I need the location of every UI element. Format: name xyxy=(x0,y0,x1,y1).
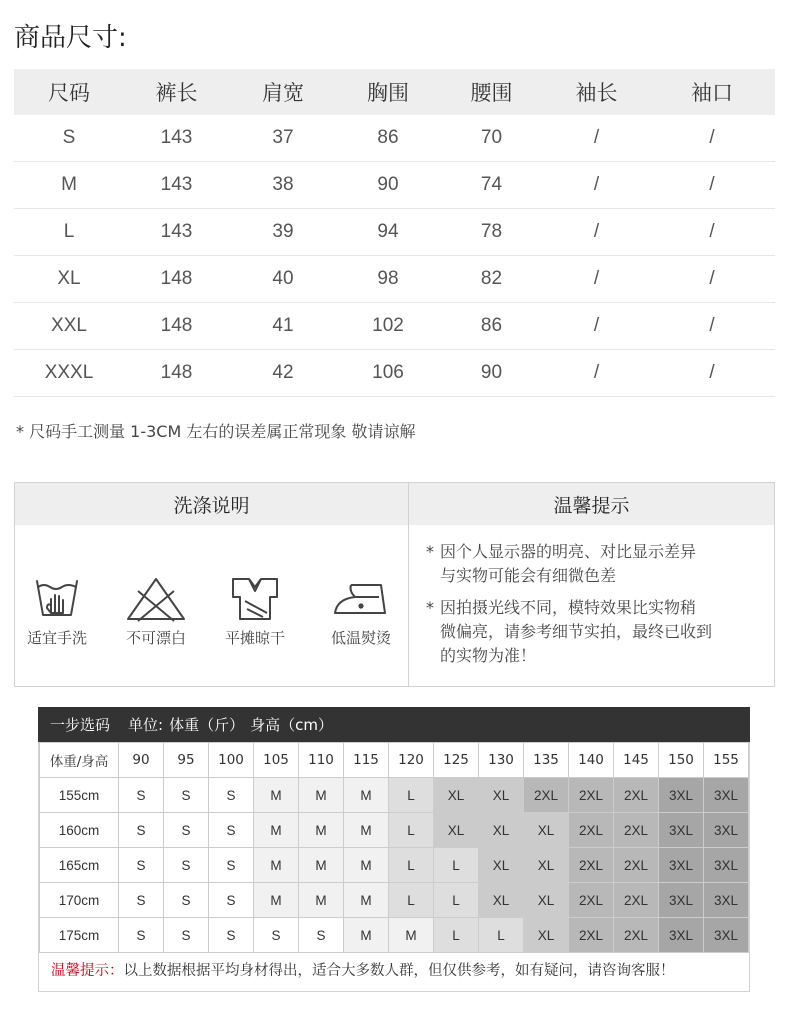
washing-instructions-title: 洗涤说明 xyxy=(15,483,408,525)
tips-title: 温馨提示 xyxy=(409,483,774,525)
header-cell: 袖长 xyxy=(575,81,618,105)
size-recommendation-cell: 2XL xyxy=(614,918,659,953)
size-recommendation-cell: XL xyxy=(434,778,479,813)
tip-text: 因个人显示器的明亮、对比显示差异 与实物可能会有细微色差 xyxy=(440,542,697,585)
size-selection-grid xyxy=(39,742,749,953)
size-cell: 82 xyxy=(480,268,503,289)
size-cell: / xyxy=(709,268,715,289)
size-cell: XXXL xyxy=(44,362,94,383)
size-cell: 38 xyxy=(272,174,294,195)
table-row xyxy=(14,162,775,209)
weight-header-cell: 140 xyxy=(569,743,614,778)
size-cell: 148 xyxy=(160,268,193,289)
size-recommendation-cell: S xyxy=(164,918,209,953)
size-recommendation-cell: M xyxy=(389,918,434,953)
size-recommendation-cell: 2XL xyxy=(569,813,614,848)
size-recommendation-cell: S xyxy=(209,848,254,883)
size-cell: / xyxy=(593,174,600,195)
size-recommendation-cell: L xyxy=(389,883,434,918)
height-label-cell: 165cm xyxy=(40,848,119,883)
size-recommendation-cell: S xyxy=(164,813,209,848)
dry-flat-icon xyxy=(223,575,287,623)
size-cell: 86 xyxy=(480,315,503,336)
size-recommendation-cell: 3XL xyxy=(704,848,749,883)
size-recommendation-cell: 2XL xyxy=(569,883,614,918)
size-cell: 102 xyxy=(372,315,404,336)
height-label-cell: 160cm xyxy=(40,813,119,848)
size-cell: / xyxy=(709,174,715,195)
size-cell: / xyxy=(593,362,600,383)
table-row xyxy=(14,256,775,303)
size-recommendation-cell: 2XL xyxy=(569,778,614,813)
size-recommendation-cell: 3XL xyxy=(659,918,704,953)
tip-bullet: * xyxy=(426,598,434,617)
size-cell: 86 xyxy=(377,127,399,148)
size-recommendation-cell: S xyxy=(164,883,209,918)
size-recommendation-cell: S xyxy=(119,848,164,883)
height-unit: 身高（cm） xyxy=(250,716,333,734)
size-recommendation-cell: 3XL xyxy=(704,813,749,848)
size-cell: 106 xyxy=(372,362,404,383)
weight-header-cell: 120 xyxy=(389,743,434,778)
hand-wash-icon xyxy=(25,575,89,623)
grid-corner-label: 体重/身高 xyxy=(40,743,119,778)
wash-label: 低温熨烫 xyxy=(330,629,391,647)
size-recommendation-cell: S xyxy=(209,883,254,918)
table-row xyxy=(40,883,749,918)
table-row xyxy=(40,813,749,848)
selection-title: 一步选码 xyxy=(50,716,111,734)
measurement-note: * 尺码手工测量 1-3CM 左右的误差属正常现象 敬请谅解 xyxy=(16,422,416,441)
size-cell: / xyxy=(709,362,715,383)
weight-header-cell: 100 xyxy=(209,743,254,778)
size-recommendation-cell: 2XL xyxy=(614,778,659,813)
size-cell: 143 xyxy=(160,221,193,242)
size-recommendation-cell: M xyxy=(344,848,389,883)
size-recommendation-cell: 3XL xyxy=(659,778,704,813)
size-cell: 70 xyxy=(480,127,503,148)
size-recommendation-cell: S xyxy=(209,918,254,953)
size-cell: 39 xyxy=(272,221,294,242)
size-recommendation-cell: 3XL xyxy=(704,778,749,813)
size-table xyxy=(14,69,775,397)
size-recommendation-cell: 2XL xyxy=(614,883,659,918)
size-cell: L xyxy=(63,221,75,242)
size-cell: S xyxy=(62,127,76,148)
size-recommendation-cell: S xyxy=(119,918,164,953)
care-divider xyxy=(408,483,409,686)
size-recommendation-cell: 2XL xyxy=(569,918,614,953)
size-recommendation-cell: 3XL xyxy=(659,848,704,883)
size-cell: 41 xyxy=(272,315,294,336)
size-recommendation-cell: XL xyxy=(524,848,569,883)
size-cell: 78 xyxy=(480,221,503,242)
wash-item-no-bleach xyxy=(111,575,201,648)
size-cell: 37 xyxy=(272,127,294,148)
table-row xyxy=(14,303,775,350)
table-row xyxy=(14,115,775,162)
size-cell: 90 xyxy=(377,174,399,195)
weight-unit: 体重（斤） xyxy=(169,716,245,734)
weight-header-cell: 110 xyxy=(299,743,344,778)
unit-label: 单位: xyxy=(128,716,164,734)
size-cell: XL xyxy=(57,268,81,289)
weight-header-cell: 150 xyxy=(659,743,704,778)
size-cell: / xyxy=(593,315,600,336)
size-recommendation-cell: XL xyxy=(524,813,569,848)
size-recommendation-cell: S xyxy=(209,813,254,848)
size-recommendation-cell: L xyxy=(479,918,524,953)
size-recommendation-cell: S xyxy=(164,778,209,813)
size-recommendation-cell: S xyxy=(299,918,344,953)
tips-list xyxy=(426,540,766,672)
size-cell: 148 xyxy=(160,315,193,336)
size-recommendation-cell: 2XL xyxy=(614,813,659,848)
size-recommendation-cell: 3XL xyxy=(704,918,749,953)
weight-header-cell: 145 xyxy=(614,743,659,778)
size-recommendation-cell: M xyxy=(344,883,389,918)
size-recommendation-cell: L xyxy=(434,918,479,953)
weight-header-cell: 115 xyxy=(344,743,389,778)
header-cell: 尺码 xyxy=(48,81,90,105)
size-cell: 90 xyxy=(480,362,503,383)
size-recommendation-cell: S xyxy=(209,778,254,813)
header-cell: 肩宽 xyxy=(262,81,304,105)
weight-header-cell: 125 xyxy=(434,743,479,778)
size-cell: / xyxy=(593,127,600,148)
size-recommendation-cell: L xyxy=(434,848,479,883)
low-iron-icon xyxy=(329,575,393,623)
wash-label: 不可漂白 xyxy=(125,629,186,647)
wash-label: 平摊晾干 xyxy=(224,629,285,647)
table-row xyxy=(14,350,775,397)
tip-item xyxy=(426,540,766,588)
size-recommendation-cell: L xyxy=(389,848,434,883)
size-cell: 40 xyxy=(272,268,294,289)
wash-item-hand-wash xyxy=(12,575,102,648)
size-cell: / xyxy=(593,221,600,242)
wash-label: 适宜手洗 xyxy=(26,629,87,647)
size-recommendation-cell: 2XL xyxy=(569,848,614,883)
size-recommendation-cell: XL xyxy=(524,883,569,918)
size-recommendation-cell: M xyxy=(344,918,389,953)
weight-header-cell: 130 xyxy=(479,743,524,778)
header-cell: 裤长 xyxy=(155,81,198,105)
size-recommendation-cell: M xyxy=(299,883,344,918)
size-recommendation-cell: L xyxy=(389,778,434,813)
size-recommendation-cell: 3XL xyxy=(704,883,749,918)
size-recommendation-cell: S xyxy=(164,848,209,883)
size-cell: 42 xyxy=(272,362,294,383)
weight-header-cell: 155 xyxy=(704,743,749,778)
size-recommendation-cell: XL xyxy=(479,813,524,848)
size-recommendation-cell: M xyxy=(344,813,389,848)
size-recommendation-cell: M xyxy=(254,883,299,918)
header-cell: 袖口 xyxy=(691,81,733,105)
table-row xyxy=(14,209,775,256)
size-cell: / xyxy=(593,268,600,289)
size-recommendation-cell: XL xyxy=(479,778,524,813)
weight-header-cell: 135 xyxy=(524,743,569,778)
size-recommendation-cell: S xyxy=(119,883,164,918)
size-cell: M xyxy=(61,174,77,195)
size-selection-chart xyxy=(38,707,750,992)
size-recommendation-cell: XL xyxy=(434,813,479,848)
size-recommendation-cell: S xyxy=(254,918,299,953)
size-recommendation-cell: XL xyxy=(479,848,524,883)
size-selection-bar xyxy=(38,707,750,742)
size-recommendation-cell: 3XL xyxy=(659,813,704,848)
size-recommendation-cell: L xyxy=(434,883,479,918)
tip-bullet: * xyxy=(426,542,434,561)
height-label-cell: 170cm xyxy=(40,883,119,918)
size-recommendation-cell: S xyxy=(119,813,164,848)
size-cell: / xyxy=(709,315,715,336)
size-cell: 94 xyxy=(377,221,399,242)
height-label-cell: 175cm xyxy=(40,918,119,953)
size-cell: 148 xyxy=(160,362,193,383)
size-cell: 143 xyxy=(160,174,193,195)
wash-item-dry-flat xyxy=(210,575,300,648)
size-recommendation-cell: M xyxy=(299,813,344,848)
size-cell: 143 xyxy=(160,127,193,148)
note-prefix: 温馨提示： xyxy=(51,963,124,979)
size-recommendation-cell: M xyxy=(299,848,344,883)
note-text: 以上数据根据平均身材得出，适合大多数人群，但仅供参考，如有疑问，请咨询客服！ xyxy=(123,963,675,979)
size-recommendation-cell: M xyxy=(344,778,389,813)
size-section-title: 商品尺寸: xyxy=(14,23,127,53)
tip-item xyxy=(426,596,766,668)
size-recommendation-cell: 2XL xyxy=(524,778,569,813)
table-row xyxy=(40,918,749,953)
size-cell: 74 xyxy=(480,174,503,195)
header-cell: 胸围 xyxy=(367,81,409,105)
size-cell: 98 xyxy=(377,268,399,289)
size-recommendation-cell: M xyxy=(254,813,299,848)
weight-header-cell: 90 xyxy=(119,743,164,778)
table-row xyxy=(40,848,749,883)
size-recommendation-cell: XL xyxy=(524,918,569,953)
size-cell: / xyxy=(709,127,715,148)
header-cell: 腰围 xyxy=(470,81,513,105)
size-recommendation-cell: M xyxy=(254,848,299,883)
size-recommendation-cell: M xyxy=(299,778,344,813)
wash-item-low-iron xyxy=(316,575,406,648)
size-cell: XXL xyxy=(51,315,87,336)
table-row xyxy=(40,778,749,813)
size-cell: / xyxy=(709,221,715,242)
size-recommendation-cell: S xyxy=(119,778,164,813)
weight-header-cell: 95 xyxy=(164,743,209,778)
height-label-cell: 155cm xyxy=(40,778,119,813)
no-bleach-icon xyxy=(124,575,188,623)
size-recommendation-cell: 3XL xyxy=(659,883,704,918)
tip-text: 因拍摄光线不同，模特效果比实物稍 微偏亮，请参考细节实拍，最终已收到 的实物为准！ xyxy=(440,598,713,665)
size-recommendation-cell: M xyxy=(254,778,299,813)
size-recommendation-cell: 2XL xyxy=(614,848,659,883)
size-recommendation-cell: L xyxy=(389,813,434,848)
selection-note xyxy=(51,959,675,983)
size-table-header xyxy=(14,69,775,115)
grid-header-row xyxy=(40,743,749,778)
size-recommendation-cell: XL xyxy=(479,883,524,918)
weight-header-cell: 105 xyxy=(254,743,299,778)
